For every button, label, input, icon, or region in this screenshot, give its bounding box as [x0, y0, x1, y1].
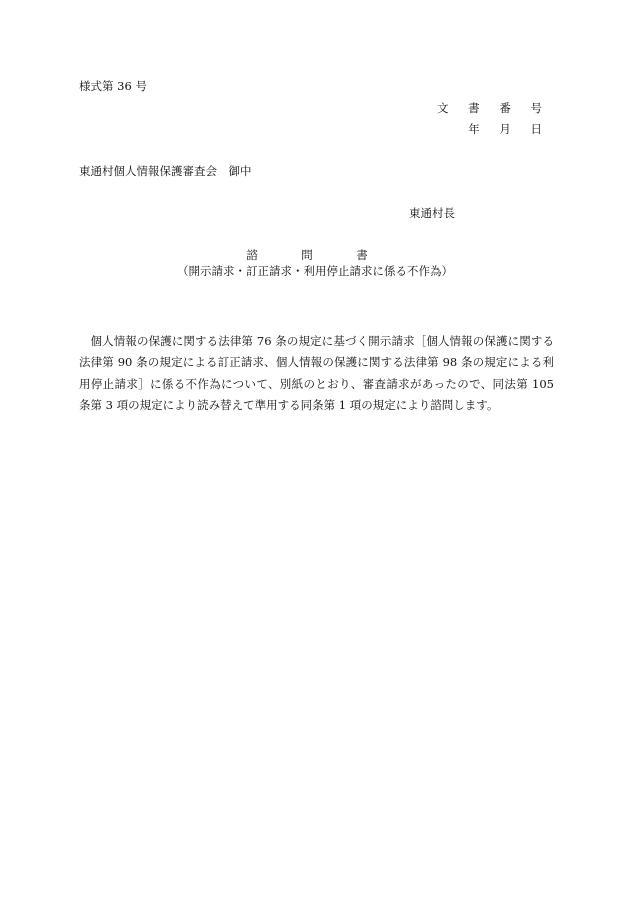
- document-subtitle: （開示請求・訂正請求・利用停止請求に係る不作為）: [177, 264, 453, 278]
- form-number: 様式第 36 号: [79, 79, 147, 93]
- sender: 東通村長: [409, 206, 455, 220]
- document-number-label: 文 書 番 号: [437, 101, 550, 115]
- date-label: 年 月 日: [468, 122, 550, 136]
- addressee: 東通村個人情報保護審査会 御中: [79, 164, 252, 178]
- body-paragraph: 個人情報の保護に関する法律第 76 条の規定に基づく開示請求［個人情報の保護に関する法律第 90 条の規定による訂正請求、個人情報の保護に関する法律第 98 条の規定による利用停止請求］に係る不作為について、別紙のとおり、審査請求があったので、同法第 105 条第 3 項の規定により読み替えて準用する同条第 1 項の規定により諮問します。: [79, 333, 554, 412]
- document-title: 諮 問 書: [246, 248, 384, 262]
